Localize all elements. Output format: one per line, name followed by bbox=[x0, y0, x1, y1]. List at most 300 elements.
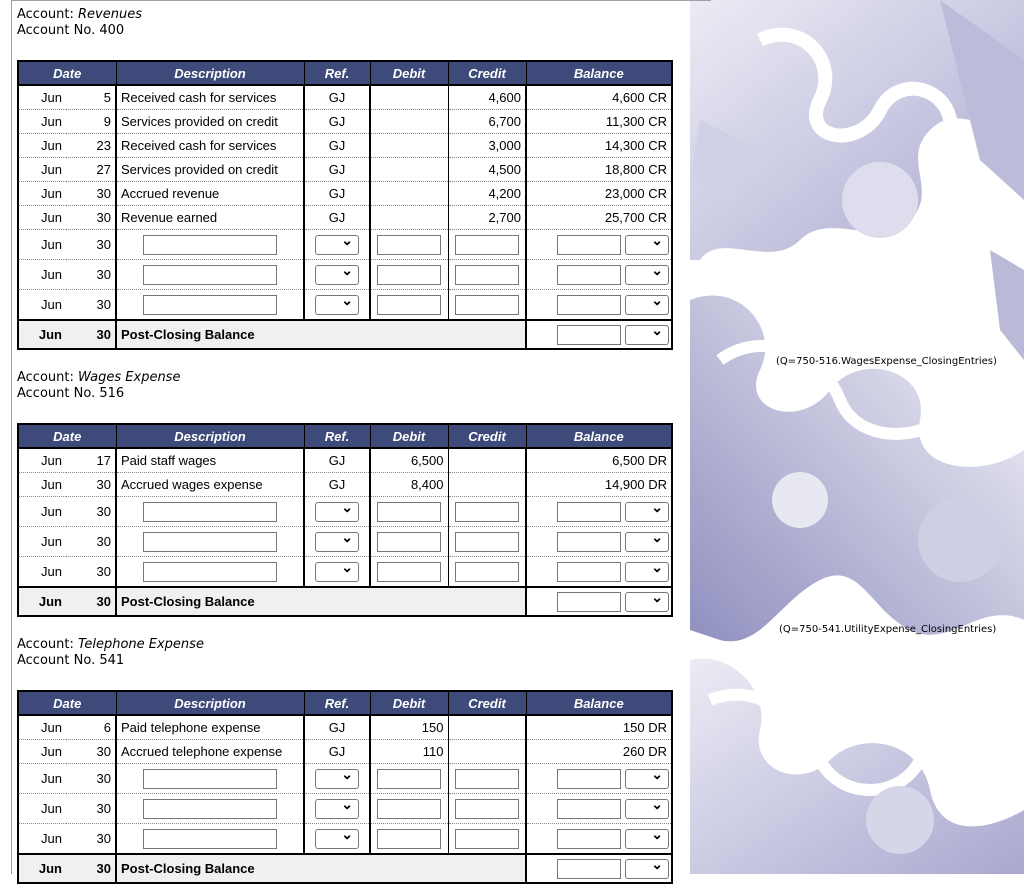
description-input[interactable] bbox=[143, 235, 277, 255]
ref-select[interactable] bbox=[315, 231, 359, 255]
row-debit: 6,500 bbox=[370, 448, 448, 473]
chevron-down-icon: ⌄ bbox=[341, 795, 353, 812]
debit-cell bbox=[370, 290, 448, 321]
row-balance: 11,300 CR bbox=[526, 110, 672, 134]
credit-cell bbox=[448, 794, 526, 824]
ref-cell bbox=[304, 527, 370, 557]
row-ref: GJ bbox=[304, 448, 370, 473]
input-row bbox=[18, 794, 672, 824]
input-row bbox=[18, 527, 672, 557]
balance-cell bbox=[526, 527, 672, 557]
credit-cell bbox=[448, 557, 526, 588]
header-credit: Credit bbox=[448, 424, 526, 448]
row-ref: GJ bbox=[304, 715, 370, 740]
ledger-table bbox=[17, 690, 673, 884]
balance-type-select[interactable] bbox=[625, 795, 669, 819]
header-balance: Balance bbox=[526, 424, 672, 448]
credit-cell bbox=[448, 764, 526, 794]
balance-controls bbox=[527, 231, 671, 255]
row-day: 30 bbox=[66, 764, 116, 794]
header-credit: Credit bbox=[448, 691, 526, 715]
ref-select[interactable] bbox=[315, 558, 359, 582]
post-balance-input[interactable] bbox=[557, 859, 621, 879]
row-description: Accrued wages expense bbox=[116, 473, 304, 497]
description-input[interactable] bbox=[143, 562, 277, 582]
description-cell bbox=[116, 527, 304, 557]
balance-input[interactable] bbox=[557, 235, 621, 255]
account-number: Account No. 516 bbox=[17, 386, 125, 401]
post-closing-label: Post-Closing Balance bbox=[116, 587, 526, 616]
balance-type-select[interactable] bbox=[625, 528, 669, 552]
description-cell bbox=[116, 794, 304, 824]
table-row bbox=[18, 473, 672, 497]
header-date: Date bbox=[18, 424, 116, 448]
debit-cell bbox=[370, 824, 448, 855]
ref-cell bbox=[304, 794, 370, 824]
credit-cell bbox=[448, 230, 526, 260]
credit-input[interactable] bbox=[455, 295, 519, 315]
row-month: Jun bbox=[18, 794, 66, 824]
ref-select[interactable] bbox=[315, 825, 359, 849]
account-revenues bbox=[17, 7, 673, 350]
balance-input[interactable] bbox=[557, 502, 621, 522]
post-closing-label: Post-Closing Balance bbox=[116, 854, 526, 883]
row-month: Jun bbox=[18, 824, 66, 855]
ref-cell bbox=[304, 290, 370, 321]
row-debit: 8,400 bbox=[370, 473, 448, 497]
row-balance: 14,300 CR bbox=[526, 134, 672, 158]
debit-input[interactable] bbox=[377, 235, 441, 255]
balance-type-select[interactable] bbox=[625, 231, 669, 255]
ref-cell bbox=[304, 497, 370, 527]
row-month: Jun bbox=[18, 740, 66, 764]
balance-controls bbox=[527, 765, 671, 789]
input-row bbox=[18, 260, 672, 290]
balance-type-select[interactable] bbox=[625, 498, 669, 522]
row-month: Jun bbox=[18, 182, 66, 206]
post-closing-label: Post-Closing Balance bbox=[116, 320, 526, 349]
row-description: Revenue earned bbox=[116, 206, 304, 230]
row-debit bbox=[370, 182, 448, 206]
description-cell bbox=[116, 824, 304, 855]
description-input[interactable] bbox=[143, 829, 277, 849]
balance-type-select[interactable] bbox=[625, 291, 669, 315]
account-title-line bbox=[17, 7, 673, 23]
header-description: Description bbox=[116, 424, 304, 448]
row-day: 5 bbox=[66, 85, 116, 110]
row-month: Jun bbox=[18, 260, 66, 290]
debit-input[interactable] bbox=[377, 532, 441, 552]
account-label: Account: bbox=[17, 7, 74, 22]
row-month: Jun bbox=[18, 473, 66, 497]
row-description: Accrued revenue bbox=[116, 182, 304, 206]
row-credit bbox=[448, 473, 526, 497]
header-ref: Ref. bbox=[304, 424, 370, 448]
credit-cell bbox=[448, 290, 526, 321]
row-description: Paid staff wages bbox=[116, 448, 304, 473]
balance-type-select[interactable] bbox=[625, 261, 669, 285]
row-ref: GJ bbox=[304, 85, 370, 110]
debit-input[interactable] bbox=[377, 799, 441, 819]
row-day: 9 bbox=[66, 110, 116, 134]
credit-cell bbox=[448, 824, 526, 855]
balance-cell bbox=[526, 824, 672, 855]
description-input[interactable] bbox=[143, 799, 277, 819]
row-balance: 6,500 DR bbox=[526, 448, 672, 473]
row-credit: 4,600 bbox=[448, 85, 526, 110]
account-header bbox=[17, 370, 673, 402]
row-day: 30 bbox=[66, 587, 116, 616]
chevron-down-icon: ⌄ bbox=[341, 825, 353, 842]
row-balance: 4,600 CR bbox=[526, 85, 672, 110]
row-debit: 150 bbox=[370, 715, 448, 740]
description-input[interactable] bbox=[143, 769, 277, 789]
row-day: 30 bbox=[66, 290, 116, 321]
debit-cell bbox=[370, 794, 448, 824]
row-ref: GJ bbox=[304, 206, 370, 230]
debit-cell bbox=[370, 764, 448, 794]
row-debit bbox=[370, 158, 448, 182]
header-date: Date bbox=[18, 61, 116, 85]
ref-select[interactable] bbox=[315, 261, 359, 285]
row-ref: GJ bbox=[304, 473, 370, 497]
header-description: Description bbox=[116, 61, 304, 85]
chevron-down-icon: ⌄ bbox=[651, 291, 663, 308]
debit-input[interactable] bbox=[377, 295, 441, 315]
row-day: 30 bbox=[66, 260, 116, 290]
row-balance: 150 DR bbox=[526, 715, 672, 740]
debit-input[interactable] bbox=[377, 502, 441, 522]
account-name: Revenues bbox=[78, 7, 142, 22]
row-ref: GJ bbox=[304, 110, 370, 134]
table-row bbox=[18, 448, 672, 473]
row-month: Jun bbox=[18, 230, 66, 260]
header-date: Date bbox=[18, 691, 116, 715]
balance-controls bbox=[527, 291, 671, 315]
ref-select[interactable] bbox=[315, 498, 359, 522]
row-day: 30 bbox=[66, 740, 116, 764]
balance-input[interactable] bbox=[557, 769, 621, 789]
description-cell bbox=[116, 230, 304, 260]
description-input[interactable] bbox=[143, 265, 277, 285]
account-number: Account No. 400 bbox=[17, 23, 125, 38]
row-day: 30 bbox=[66, 557, 116, 588]
header-balance: Balance bbox=[526, 691, 672, 715]
row-credit bbox=[448, 448, 526, 473]
debit-input[interactable] bbox=[377, 769, 441, 789]
chevron-down-icon: ⌄ bbox=[341, 261, 353, 278]
header-row bbox=[18, 424, 672, 448]
post-closing-row bbox=[18, 854, 672, 883]
row-credit bbox=[448, 715, 526, 740]
account-title-line bbox=[17, 637, 673, 653]
row-balance: 25,700 CR bbox=[526, 206, 672, 230]
row-ref: GJ bbox=[304, 182, 370, 206]
row-day: 30 bbox=[66, 182, 116, 206]
credit-input[interactable] bbox=[455, 235, 519, 255]
input-row bbox=[18, 557, 672, 588]
balance-cell bbox=[526, 260, 672, 290]
post-closing-row bbox=[18, 320, 672, 349]
table-row bbox=[18, 134, 672, 158]
balance-controls bbox=[527, 855, 671, 879]
input-row bbox=[18, 290, 672, 321]
credit-cell bbox=[448, 260, 526, 290]
top-border bbox=[11, 0, 711, 1]
question-ref-utility: (Q=750-541.UtilityExpense_ClosingEntries) bbox=[779, 624, 997, 635]
row-ref: GJ bbox=[304, 134, 370, 158]
row-month: Jun bbox=[18, 134, 66, 158]
row-description: Paid telephone expense bbox=[116, 715, 304, 740]
chevron-down-icon: ⌄ bbox=[341, 765, 353, 782]
balance-input[interactable] bbox=[557, 265, 621, 285]
row-month: Jun bbox=[18, 715, 66, 740]
row-day: 30 bbox=[66, 320, 116, 349]
credit-input[interactable] bbox=[455, 502, 519, 522]
ref-select[interactable] bbox=[315, 795, 359, 819]
header-ref: Ref. bbox=[304, 691, 370, 715]
row-month: Jun bbox=[18, 85, 66, 110]
row-day: 30 bbox=[66, 527, 116, 557]
balance-controls bbox=[527, 528, 671, 552]
ref-cell bbox=[304, 764, 370, 794]
input-row bbox=[18, 230, 672, 260]
row-balance: 23,000 CR bbox=[526, 182, 672, 206]
balance-input[interactable] bbox=[557, 532, 621, 552]
row-description: Received cash for services bbox=[116, 85, 304, 110]
row-debit bbox=[370, 134, 448, 158]
chevron-down-icon: ⌄ bbox=[341, 498, 353, 515]
credit-input[interactable] bbox=[455, 562, 519, 582]
row-description: Received cash for services bbox=[116, 134, 304, 158]
chevron-down-icon: ⌄ bbox=[341, 528, 353, 545]
debit-cell bbox=[370, 497, 448, 527]
chevron-down-icon: ⌄ bbox=[651, 528, 663, 545]
row-day: 17 bbox=[66, 448, 116, 473]
account-name: Wages Expense bbox=[78, 370, 181, 385]
row-month: Jun bbox=[18, 320, 66, 349]
row-month: Jun bbox=[18, 206, 66, 230]
chevron-down-icon: ⌄ bbox=[651, 795, 663, 812]
ref-cell bbox=[304, 557, 370, 588]
chevron-down-icon: ⌄ bbox=[341, 558, 353, 575]
chevron-down-icon: ⌄ bbox=[651, 231, 663, 248]
row-credit: 4,200 bbox=[448, 182, 526, 206]
chevron-down-icon: ⌄ bbox=[341, 231, 353, 248]
row-month: Jun bbox=[18, 527, 66, 557]
chevron-down-icon: ⌄ bbox=[651, 825, 663, 842]
balance-cell bbox=[526, 230, 672, 260]
chevron-down-icon: ⌄ bbox=[651, 855, 663, 872]
table-row bbox=[18, 715, 672, 740]
credit-cell bbox=[448, 497, 526, 527]
row-ref: GJ bbox=[304, 158, 370, 182]
row-month: Jun bbox=[18, 764, 66, 794]
balance-type-select[interactable] bbox=[625, 558, 669, 582]
question-ref-wages: (Q=750-516.WagesExpense_ClosingEntries) bbox=[776, 356, 997, 367]
description-input[interactable] bbox=[143, 532, 277, 552]
debit-input[interactable] bbox=[377, 562, 441, 582]
post-balance-type-select[interactable] bbox=[625, 855, 669, 879]
debit-cell bbox=[370, 260, 448, 290]
row-month: Jun bbox=[18, 448, 66, 473]
row-month: Jun bbox=[18, 158, 66, 182]
row-month: Jun bbox=[18, 290, 66, 321]
post-balance-input[interactable] bbox=[557, 592, 621, 612]
header-balance: Balance bbox=[526, 61, 672, 85]
debit-input[interactable] bbox=[377, 829, 441, 849]
row-day: 27 bbox=[66, 158, 116, 182]
row-day: 6 bbox=[66, 715, 116, 740]
description-cell bbox=[116, 764, 304, 794]
credit-input[interactable] bbox=[455, 799, 519, 819]
balance-input[interactable] bbox=[557, 295, 621, 315]
balance-cell bbox=[526, 497, 672, 527]
header-credit: Credit bbox=[448, 61, 526, 85]
balance-cell bbox=[526, 290, 672, 321]
balance-type-select[interactable] bbox=[625, 765, 669, 789]
balance-type-select[interactable] bbox=[625, 825, 669, 849]
table-row bbox=[18, 110, 672, 134]
row-day: 30 bbox=[66, 230, 116, 260]
post-balance-input[interactable] bbox=[557, 325, 621, 345]
credit-cell bbox=[448, 527, 526, 557]
account-telephone-expense bbox=[17, 637, 673, 884]
header-debit: Debit bbox=[370, 61, 448, 85]
balance-input[interactable] bbox=[557, 562, 621, 582]
table-row bbox=[18, 206, 672, 230]
input-row bbox=[18, 497, 672, 527]
account-header bbox=[17, 637, 673, 669]
chevron-down-icon: ⌄ bbox=[651, 765, 663, 782]
row-day: 30 bbox=[66, 794, 116, 824]
debit-cell bbox=[370, 557, 448, 588]
header-debit: Debit bbox=[370, 424, 448, 448]
row-balance: 18,800 CR bbox=[526, 158, 672, 182]
description-input[interactable] bbox=[143, 295, 277, 315]
row-day: 30 bbox=[66, 824, 116, 855]
row-month: Jun bbox=[18, 557, 66, 588]
chevron-down-icon: ⌄ bbox=[651, 261, 663, 278]
header-row bbox=[18, 691, 672, 715]
balance-cell bbox=[526, 794, 672, 824]
row-day: 23 bbox=[66, 134, 116, 158]
balance-cell bbox=[526, 854, 672, 883]
row-month: Jun bbox=[18, 854, 66, 883]
ledger-table bbox=[17, 423, 673, 617]
header-row bbox=[18, 61, 672, 85]
post-balance-type-select[interactable] bbox=[625, 321, 669, 345]
description-cell bbox=[116, 497, 304, 527]
credit-input[interactable] bbox=[455, 532, 519, 552]
balance-input[interactable] bbox=[557, 829, 621, 849]
account-header bbox=[17, 7, 673, 39]
post-closing-row bbox=[18, 587, 672, 616]
row-description: Services provided on credit bbox=[116, 110, 304, 134]
table-row bbox=[18, 158, 672, 182]
account-number: Account No. 541 bbox=[17, 653, 125, 668]
table-row bbox=[18, 182, 672, 206]
ledger-table bbox=[17, 60, 673, 350]
post-balance-type-select[interactable] bbox=[625, 588, 669, 612]
chevron-down-icon: ⌄ bbox=[651, 558, 663, 575]
header-debit: Debit bbox=[370, 691, 448, 715]
balance-controls bbox=[527, 261, 671, 285]
ref-select[interactable] bbox=[315, 528, 359, 552]
ref-select[interactable] bbox=[315, 765, 359, 789]
row-day: 30 bbox=[66, 206, 116, 230]
ref-cell bbox=[304, 230, 370, 260]
row-credit: 6,700 bbox=[448, 110, 526, 134]
left-border bbox=[11, 0, 12, 874]
row-debit bbox=[370, 206, 448, 230]
chevron-down-icon: ⌄ bbox=[651, 321, 663, 338]
balance-controls bbox=[527, 795, 671, 819]
row-day: 30 bbox=[66, 497, 116, 527]
row-debit bbox=[370, 85, 448, 110]
balance-cell bbox=[526, 764, 672, 794]
row-day: 30 bbox=[66, 854, 116, 883]
row-credit: 4,500 bbox=[448, 158, 526, 182]
balance-controls bbox=[527, 588, 671, 612]
credit-input[interactable] bbox=[455, 829, 519, 849]
row-month: Jun bbox=[18, 497, 66, 527]
ref-cell bbox=[304, 260, 370, 290]
ref-cell bbox=[304, 824, 370, 855]
row-day: 30 bbox=[66, 473, 116, 497]
debit-cell bbox=[370, 527, 448, 557]
row-ref: GJ bbox=[304, 740, 370, 764]
table-row bbox=[18, 740, 672, 764]
description-cell bbox=[116, 290, 304, 321]
balance-cell bbox=[526, 557, 672, 588]
row-debit: 110 bbox=[370, 740, 448, 764]
row-debit bbox=[370, 110, 448, 134]
account-label: Account: bbox=[17, 637, 74, 652]
chevron-down-icon: ⌄ bbox=[651, 588, 663, 605]
row-credit: 3,000 bbox=[448, 134, 526, 158]
row-description: Accrued telephone expense bbox=[116, 740, 304, 764]
account-wages-expense bbox=[17, 370, 673, 617]
description-cell bbox=[116, 557, 304, 588]
row-credit bbox=[448, 740, 526, 764]
table-row bbox=[18, 85, 672, 110]
description-input[interactable] bbox=[143, 502, 277, 522]
row-balance: 14,900 DR bbox=[526, 473, 672, 497]
balance-controls bbox=[527, 321, 671, 345]
input-row bbox=[18, 764, 672, 794]
row-balance: 260 DR bbox=[526, 740, 672, 764]
debit-input[interactable] bbox=[377, 265, 441, 285]
row-month: Jun bbox=[18, 587, 66, 616]
debit-cell bbox=[370, 230, 448, 260]
balance-input[interactable] bbox=[557, 799, 621, 819]
balance-cell bbox=[526, 320, 672, 349]
credit-input[interactable] bbox=[455, 769, 519, 789]
account-name: Telephone Expense bbox=[78, 637, 204, 652]
input-row bbox=[18, 824, 672, 855]
balance-controls bbox=[527, 498, 671, 522]
account-title-line bbox=[17, 370, 673, 386]
description-cell bbox=[116, 260, 304, 290]
chevron-down-icon: ⌄ bbox=[341, 291, 353, 308]
credit-input[interactable] bbox=[455, 265, 519, 285]
balance-controls bbox=[527, 558, 671, 582]
ref-select[interactable] bbox=[315, 291, 359, 315]
balance-controls bbox=[527, 825, 671, 849]
row-description: Services provided on credit bbox=[116, 158, 304, 182]
row-month: Jun bbox=[18, 110, 66, 134]
